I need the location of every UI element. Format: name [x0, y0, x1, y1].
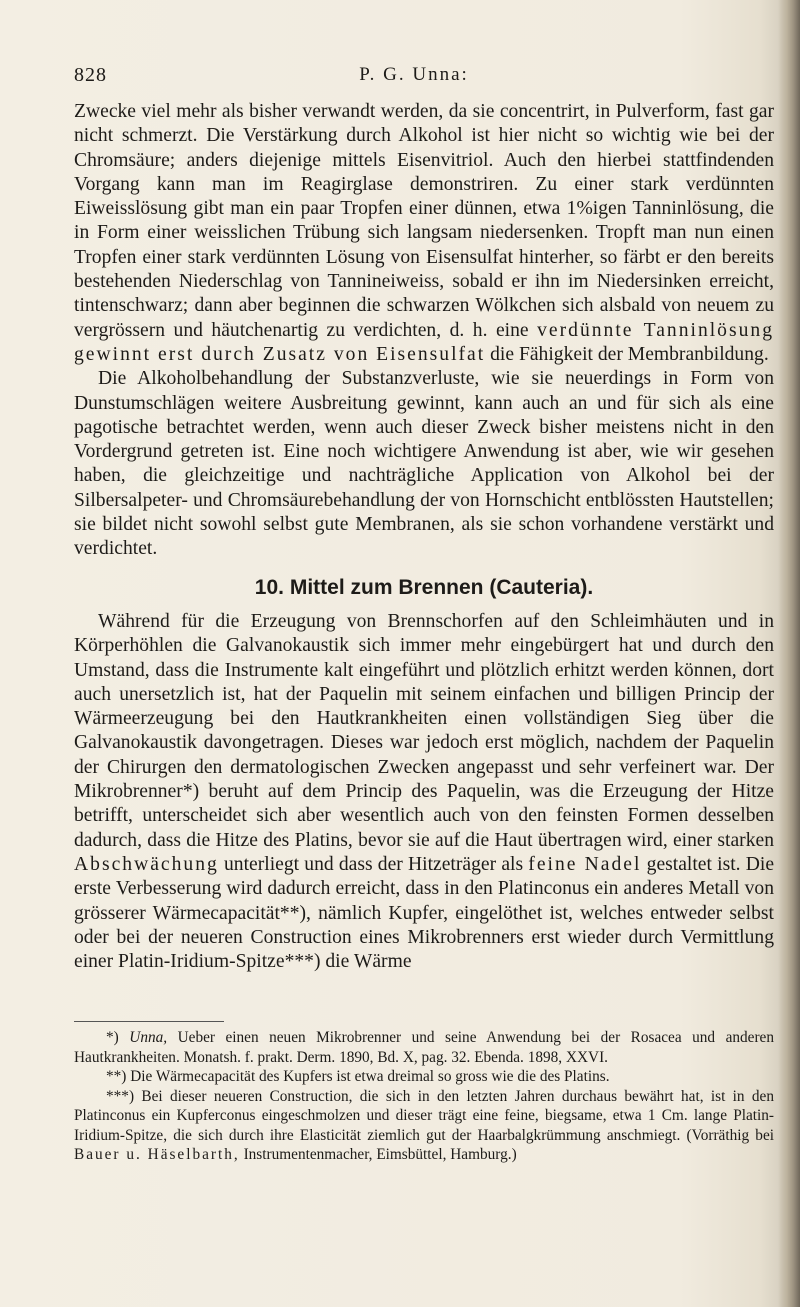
footnote-3-spaced-names: Bauer u. Häselbarth,	[74, 1146, 240, 1163]
running-head: P. G. Unna:	[359, 64, 469, 85]
page-edge-shadow	[778, 0, 800, 1307]
paragraph-1	[74, 100, 774, 367]
paragraph-3-part-e: gestaltet ist. Die erste Verbesserung wird dadurch erreicht, dass in den Platinconus ein anderes Metall von grösserer Wärmecapacität**), nämlich Kupfer, eingelöthet ist, welches entweder selbst oder bei der neueren Construction eines Mikrobrenners erst wieder durch Vermittlung einer Platin-Iridium-Spitze***) die Wärme	[74, 853, 775, 973]
footnote-3	[74, 1087, 774, 1165]
footnote-2: **) Die Wärmecapacität des Kupfers ist etwa dreimal so gross wie die des Platins.	[106, 1068, 610, 1085]
paragraph-3-part-a: Während für die Erzeugung von Brennschorfen auf den Schleimhäuten und in Körperhöhlen die Galvanokaustik sich immer mehr eingebürgert hat und durch den Umstand, dass die Instrumente kalt eingeführt und plötzlich erhitzt werden können, dort auch unersetzlich ist, hat der Paquelin mit seinem einfachen und billigen Princip der Wärmeerzeugung bei den Hautkrankheiten einen vollständigen Sieg über die Galvanokaustik davongetragen. Dieses war jedoch erst möglich, nachdem der Paquelin der Chirurgen den dermatologischen Zwecken angepasst und sehr verfeinert war. Der Mikrobrenner*) beruht auf dem Princip des Paquelin, was die Erzeugung der Hitze betrifft, unterscheidet sich aber wesentlich auch von den feinsten Formen desselben dadurch, dass die Hitze des Platins, bevor sie auf die Haut übertragen wird, einer starken	[74, 610, 774, 851]
footnote-3-end: Instrumentenmacher, Eimsbüttel, Hamburg.)	[243, 1146, 517, 1163]
footnote-1	[74, 1028, 774, 1067]
footnotes	[74, 1028, 774, 1165]
footnote-3-text: ***) Bei dieser neueren Construction, die sich in den letzten Jahren durchaus bewährt hat, ist in den Platinconus ein Kupferconus eingeschmolzen und dieser trägt eine feine, biegsame, etwa 1 Cm. lange Platin-Iridium-Spitze, die sich durch ihre Elasticität ziemlich gut der Haarbalgkrümmung anschmiegt. (Vorräthig bei	[74, 1087, 774, 1144]
paragraph-2: Die Alkoholbehandlung der Substanzverluste, wie sie neuerdings in Form von Dunstumschlägen weitere Ausbreitung gewinnt, kann auch an und für sich als eine pagotische betrachtet werden, wenn auch dieser Zweck bisher meistens nicht in den Vordergrund getreten ist. Eine noch wichtigere Anwendung ist aber, wie wir gesehen haben, die gleichzeitige und nachträgliche Application von Alkohol bei der Silbersalpeter- und Chromsäurebehandlung der von Hornschicht entblössten Hautstellen; sie bildet nicht sowohl selbst gute Membranen, als sie schon vorhandene verstärkt und verdichtet.	[74, 368, 774, 560]
paragraph-1-spaced-text: verdünnte Tanninlösung gewinnt erst durch Zusatz von Eisensulfat	[74, 319, 774, 365]
paragraph-3-spaced-feine-nadel: feine Nadel	[528, 853, 642, 875]
page-header	[74, 64, 754, 88]
page-number: 828	[74, 64, 107, 86]
section-heading: 10. Mittel zum Brennen (Cauteria).	[254, 575, 594, 599]
paragraph-3	[74, 610, 774, 974]
paragraph-3-spaced-abschwaechung: Abschwächung	[74, 853, 219, 875]
footnote-1-marker: *)	[106, 1029, 119, 1046]
footnote-1-text: Ueber einen neuen Mikrobrenner und seine Anwendung bei der Rosacea und anderen Hautkrankheiten. Monatsh. f. prakt. Derm. 1890, Bd. X, pag. 32. Ebenda. 1898, XXVI.	[74, 1029, 774, 1066]
paragraph-3-part-c: unterliegt und dass der Hitzeträger als	[224, 853, 524, 875]
paragraph-1-text: Zwecke viel mehr als bisher verwandt werden, da sie concentrirt, in Pulverform, fast gar nicht schmerzt. Die Verstärkung durch Alkohol ist hier nicht so wichtig wie bei der Chromsäure; anders diejenige mittels Eisenvitriol. Auch den hierbei stattfindenden Vorgang kann man im Reagirglase demonstriren. Zu einer stark verdünnten Eiweisslösung gibt man ein paar Tropfen einer dünnen, etwa 1%igen Tanninlösung, die in Form einer weisslichen Trübung sich langsam niedersenken. Tropft man nun einen Tropfen einer stark verdünnten Lösung von Eisensulfat hinterher, so färbt er den bereits bestehenden Niederschlag von Tannineiweiss, sobald er ihn im Niedersinken erreicht, tintenschwarz; dann aber beginnen die schwarzen Wölkchen sich alsbald von neuem zu vergrössern und häutchenartig zu verdichten, d. h. eine	[74, 101, 774, 341]
paragraph-1-end: die Fähigkeit der Membranbildung.	[490, 343, 769, 365]
main-text	[74, 100, 774, 974]
footnote-rule	[74, 1021, 224, 1022]
footnote-1-author: Unna,	[129, 1029, 168, 1046]
